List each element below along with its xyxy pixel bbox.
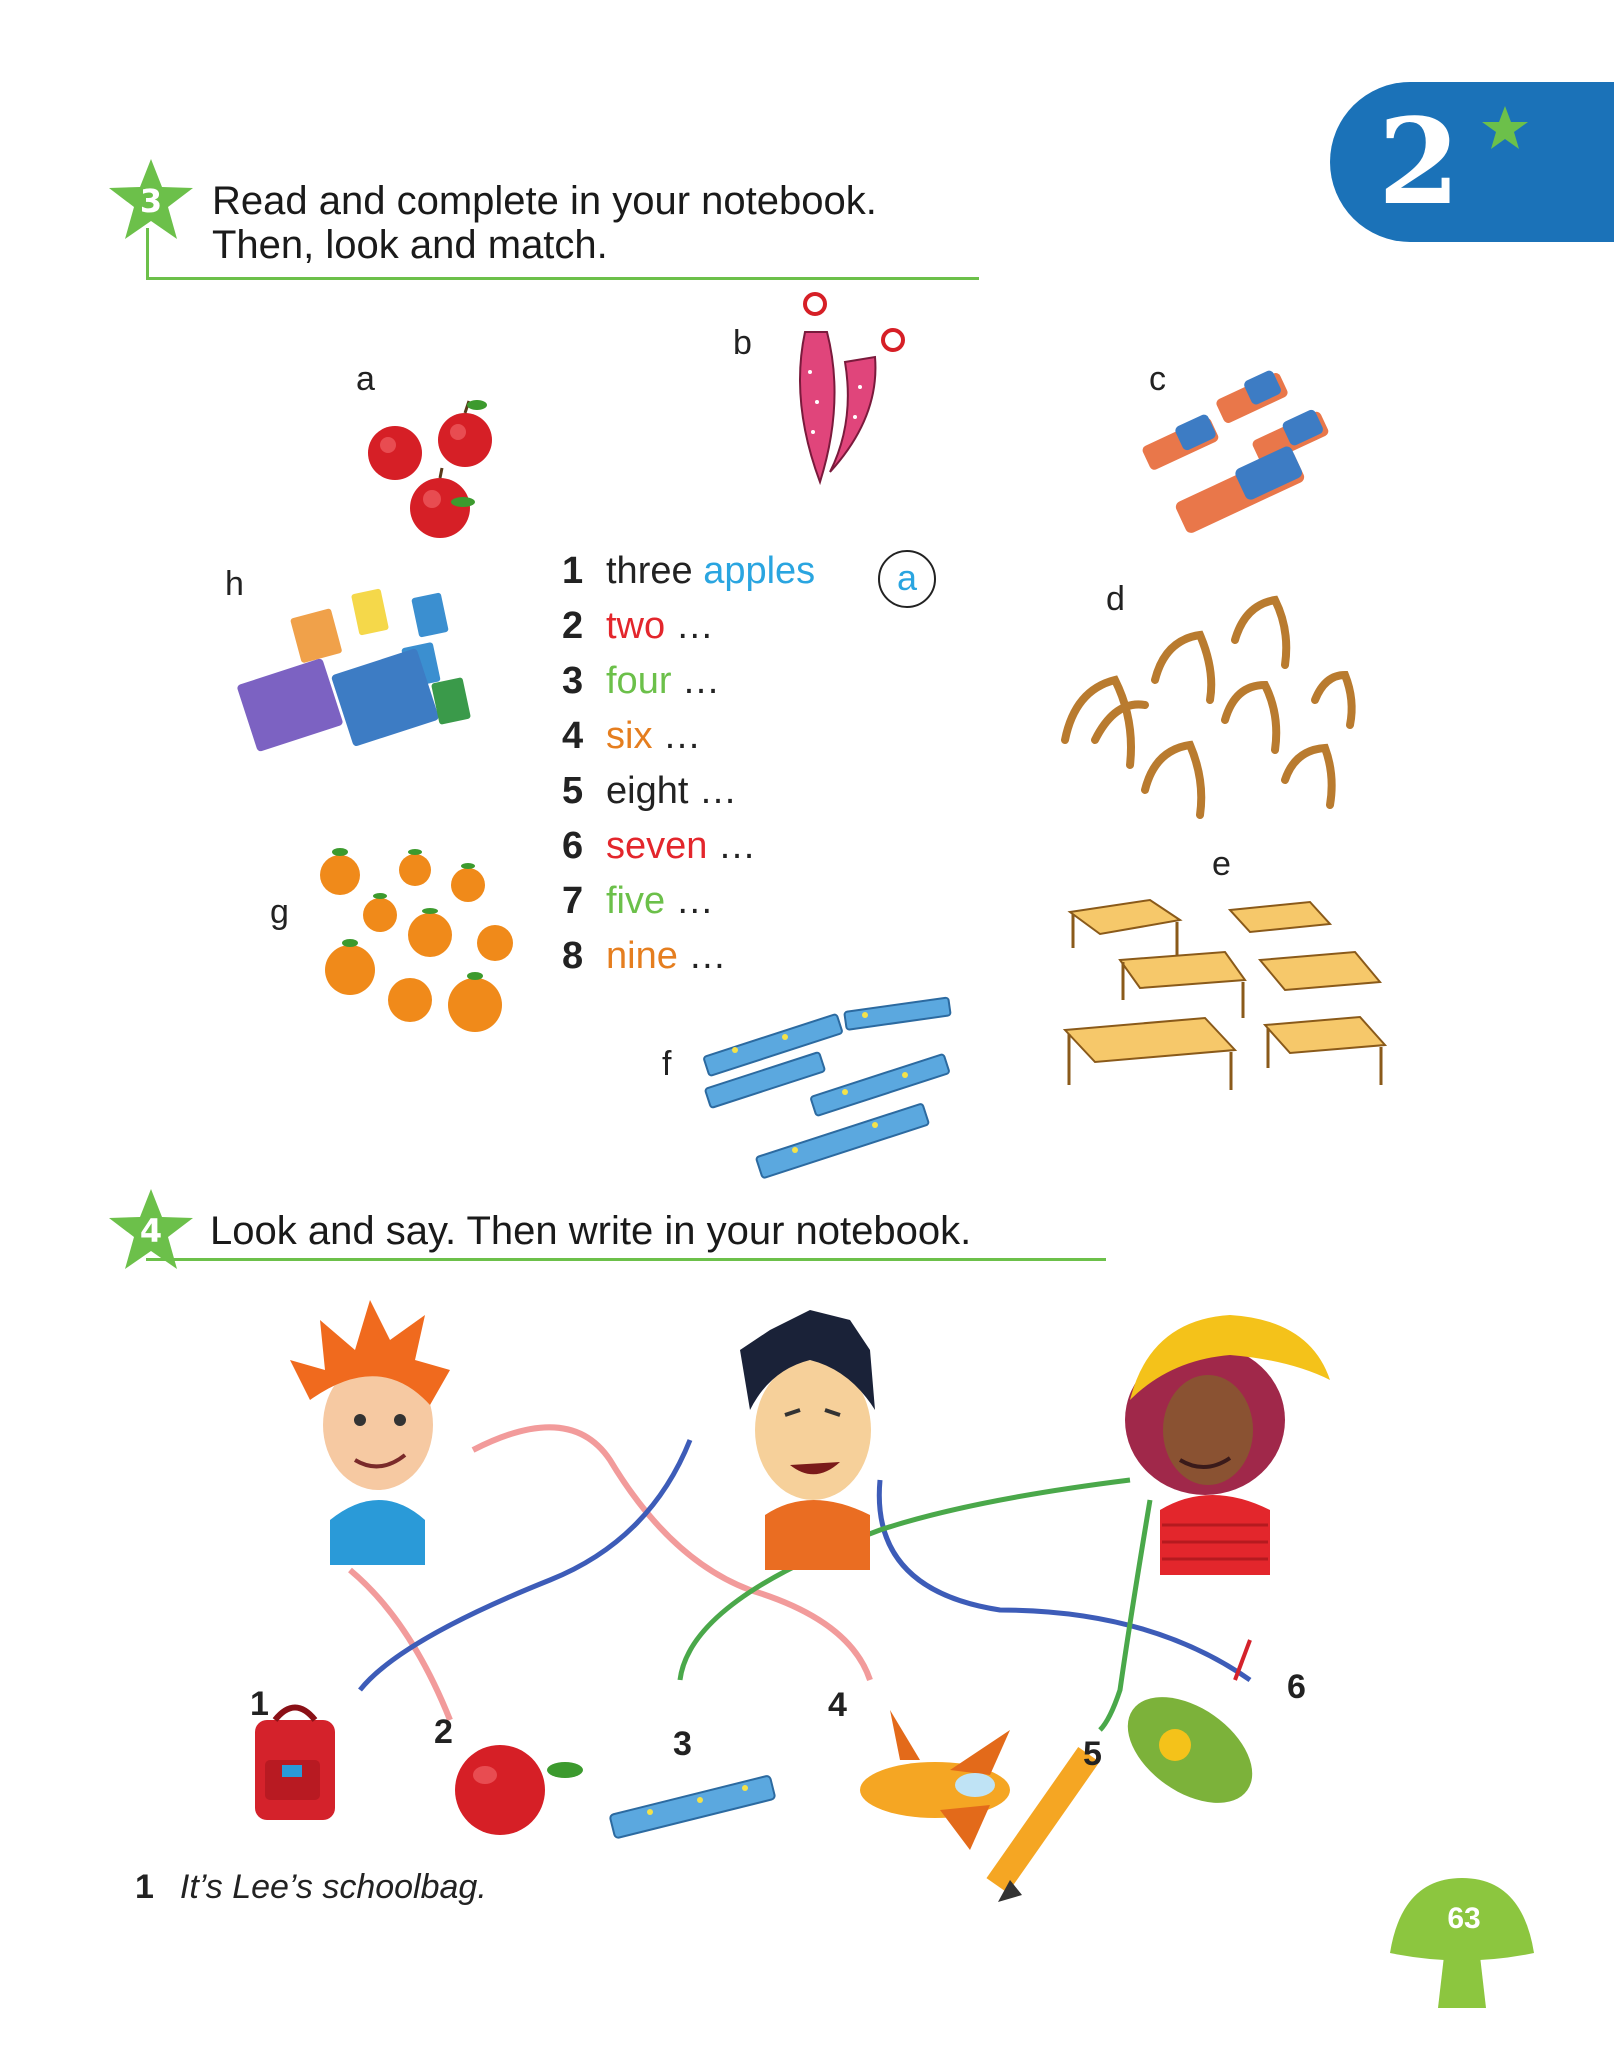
item-word: nine [606,935,678,977]
exercise-4-badge [105,1185,197,1277]
rulers-picture [695,995,965,1185]
object-number-6: 6 [1287,1668,1306,1706]
picture-letter-h: h [225,565,244,603]
item-word: five [606,880,666,922]
tables-picture [1055,890,1390,1105]
item-dots: … [652,715,702,757]
item-number: 1 [562,550,584,592]
unit-star-icon [1480,104,1530,154]
list-item [562,873,714,929]
schoolbag-icon [255,1708,335,1821]
object-number-3: 3 [673,1725,692,1763]
item-word: four [606,660,672,702]
example-number: 1 [135,1868,154,1906]
unit-tab [1330,82,1614,242]
item-dots: … [671,660,721,702]
ruler-icon [610,1775,776,1838]
item-dots: … [688,770,737,812]
item-number: 4 [562,715,584,757]
list-item [562,543,815,599]
mushroom-icon [1382,1868,1542,2018]
item-noun: apples [703,550,816,592]
item-dots: … [677,935,727,977]
item-number: 2 [562,605,584,647]
example-sentence [135,1868,487,1907]
list-item [562,818,756,874]
item-word: eight [606,770,689,812]
item-word: six [606,715,653,757]
list-item [562,708,701,764]
girl-yellow-hat [1125,1315,1330,1575]
list-item [562,928,726,984]
exercise-3-badge [105,155,197,247]
item-number: 8 [562,935,584,977]
example-text: It’s Lee’s schoolbag. [179,1868,487,1906]
heading-underline [146,1258,1106,1261]
exercise-3-heading-line2: Then, look and match. [212,223,608,267]
object-number-2: 2 [434,1713,453,1751]
list-item [562,653,720,709]
notebooks-picture [235,585,475,765]
exercise-3-number: 3 [139,182,163,220]
picture-letter-d: d [1106,580,1125,618]
page-number: 63 [1447,1902,1481,1935]
list-item [562,763,737,819]
erasers-picture [1135,375,1345,535]
exercise-4-heading: Look and say. Then write in your notebook. [210,1209,972,1253]
oranges-picture [300,835,520,1045]
unit-number: 2 [1378,92,1461,231]
picture-letter-b: b [733,324,752,362]
chairs-picture [1035,590,1380,830]
apples-picture [355,395,505,545]
toy-plane-icon [860,1710,1010,1850]
umbrellas-picture [775,292,915,492]
exercise-3-heading-line1: Read and complete in your notebook. [212,179,877,223]
picture-letter-g: g [270,893,289,931]
picture-letter-a: a [356,360,375,398]
object-number-1: 1 [250,1685,269,1723]
divider [146,228,149,280]
list-item [562,598,714,654]
item-number: 6 [562,825,584,867]
example-answer-circle: a [878,550,936,608]
boy-dark-hair [740,1310,875,1570]
picture-letter-c: c [1149,360,1166,398]
picture-letter-f: f [662,1045,672,1083]
item-word: three [606,550,693,592]
heading-underline [146,277,979,280]
item-dots: … [707,825,756,867]
item-word: seven [606,825,708,867]
object-number-5: 5 [1083,1735,1102,1773]
object-number-4: 4 [828,1686,847,1724]
pencil-case-icon [1109,1640,1272,1825]
item-number: 5 [562,770,584,812]
item-word: two [606,605,666,647]
exercise-4-number: 4 [139,1212,163,1250]
kids-and-objects-illustration [250,1290,1420,1910]
picture-letter-e: e [1212,845,1231,883]
boy-red-hair [290,1300,450,1565]
item-dots: … [665,880,714,922]
item-number: 3 [562,660,584,702]
apple-icon [455,1745,583,1835]
item-dots: … [665,605,714,647]
item-number: 7 [562,880,584,922]
